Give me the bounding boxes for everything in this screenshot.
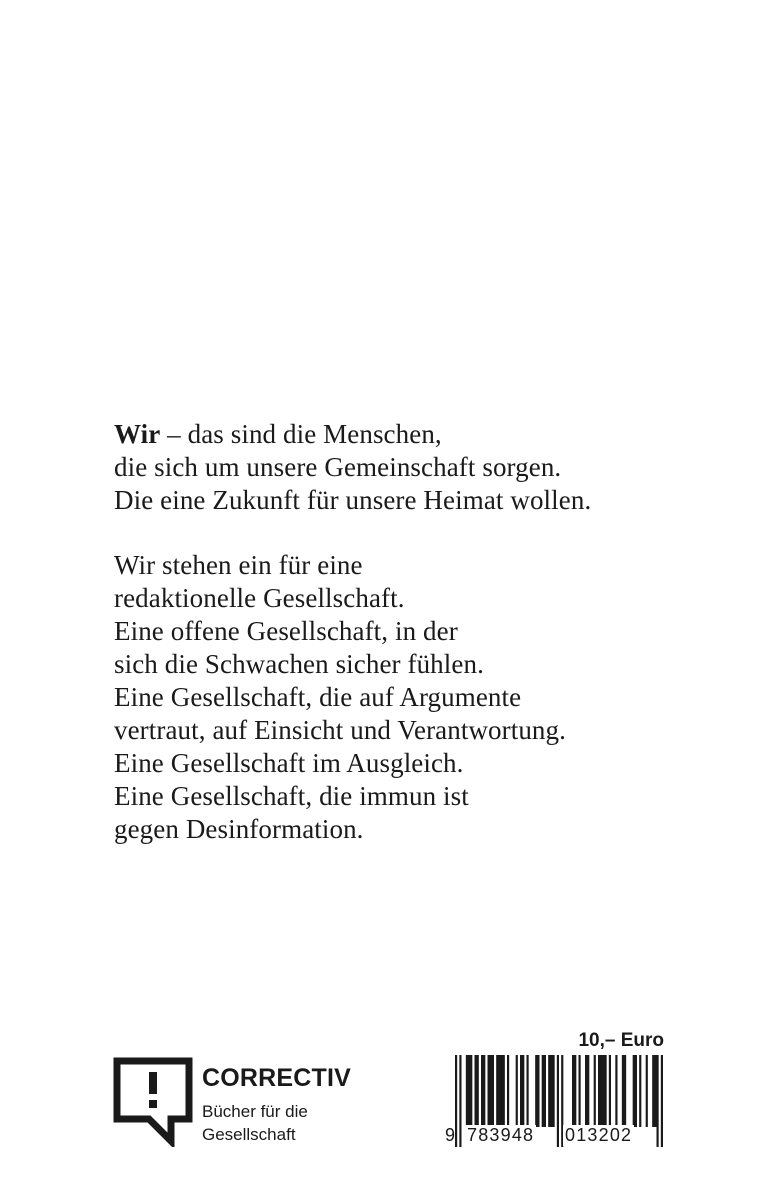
manifesto-line: Eine Gesellschaft, die auf Argumente (114, 682, 522, 712)
manifesto-line (114, 418, 714, 451)
manifesto-line: Eine Gesellschaft im Ausgleich. (114, 748, 464, 778)
barcode-bar (520, 1055, 524, 1127)
manifesto-line: Die eine Zukunft für unsere Heimat wollen. (114, 485, 592, 515)
manifesto-line: gegen Desinformation. (114, 814, 364, 844)
publisher-name: CORRECTIV (202, 1064, 352, 1092)
manifesto-line: sich die Schwachen sicher fühlen. (114, 649, 484, 679)
manifesto-line: vertraut, auf Einsicht und Verantwortung. (114, 715, 566, 745)
barcode-bar (639, 1055, 641, 1127)
barcode-bar (542, 1055, 546, 1127)
barcode-bar (646, 1055, 648, 1127)
barcode-bar (507, 1055, 509, 1127)
barcode-bar (535, 1055, 539, 1127)
barcode-digit-group: 013202 (565, 1125, 633, 1145)
barcode-bar (481, 1055, 485, 1127)
barcode-bar (557, 1055, 559, 1147)
manifesto-paragraph-1 (114, 418, 714, 517)
barcode-bar (466, 1055, 473, 1127)
manifesto-line: Eine Gesellschaft, die immun ist (114, 781, 469, 811)
manifesto-line: die sich um unsere Gemeinschaft sorgen. (114, 452, 562, 482)
tagline-line: Bücher für die (202, 1102, 308, 1121)
barcode-bar (496, 1055, 505, 1127)
barcode-bar (548, 1055, 555, 1127)
barcode-bar (579, 1055, 581, 1127)
publisher-tagline (202, 1100, 308, 1146)
manifesto-line: redaktionelle Gesellschaft. (114, 583, 405, 613)
manifesto-paragraph-2 (114, 549, 714, 846)
barcode-digit-group: 9 (445, 1125, 457, 1145)
line-rest: – das sind die Menschen, (160, 419, 442, 449)
price-label: 10,– Euro (578, 1030, 664, 1051)
barcode-bar (585, 1055, 589, 1127)
barcode-bar (652, 1055, 656, 1127)
barcode-bar (622, 1055, 626, 1127)
manifesto-line: Eine offene Gesellschaft, in der (114, 616, 458, 646)
barcode-bar (633, 1055, 637, 1127)
barcode-bar (598, 1055, 607, 1127)
barcode-bar (615, 1055, 617, 1127)
barcode-bar (594, 1055, 596, 1127)
manifesto-text (114, 418, 714, 846)
manifesto-line: Wir stehen ein für eine (114, 550, 363, 580)
lead-word: Wir (114, 419, 161, 449)
barcode-bar (572, 1055, 576, 1127)
barcode-bar (527, 1055, 529, 1127)
barcode-digit-group: 783948 (467, 1125, 535, 1145)
speech-bubble-exclamation-icon (113, 1057, 193, 1147)
barcode-bar (459, 1055, 461, 1147)
publisher-logo (113, 1057, 413, 1147)
barcode-bar (488, 1055, 495, 1127)
barcode-bar (657, 1055, 659, 1147)
barcode-bar (475, 1055, 479, 1127)
barcode-bar (609, 1055, 611, 1127)
tagline-line: Gesellschaft (202, 1125, 296, 1144)
barcode-bar (516, 1055, 518, 1127)
barcode-bar (661, 1055, 663, 1147)
